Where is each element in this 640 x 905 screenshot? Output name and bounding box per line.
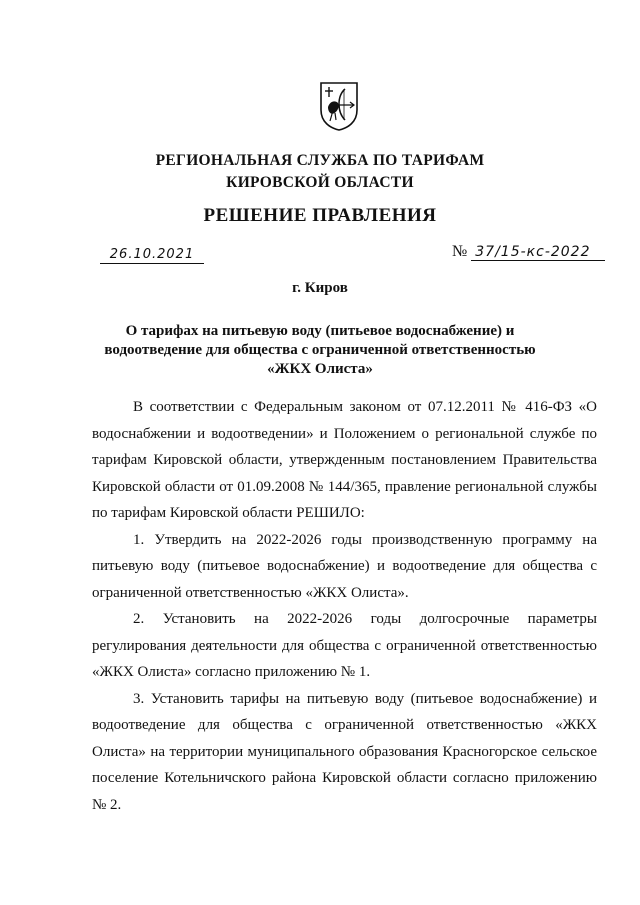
decision-body xyxy=(92,394,597,818)
coat-of-arms-icon xyxy=(318,80,360,132)
subject-line-2: водоотведение для общества с ограниченной ответственностью xyxy=(104,342,536,358)
decision-number-value: 37/15-кс-2022 xyxy=(471,244,605,261)
intro-paragraph: В соответствии с Федеральным законом от 07.12.2011 № 416-ФЗ «О водоснабжении и водоотведении» и Положением о региональной службе по тарифам Кировской области, утвержденным постановлением Правительства Кировской области от 01.09.2008 № 144/365, правление региональной службы по тарифам Кировской области РЕШИЛО: xyxy=(92,399,597,521)
decision-number xyxy=(452,243,605,261)
item-3-paragraph: 3. Установить тарифы на питьевую воду (питьевое водоснабжение) и водоотведение для общества с ограниченной ответственностью «ЖКХ Олиста» на территории муниципального образования Красногорское сельское поселение Котельничского района Кировской области согласно приложению № 2. xyxy=(92,690,597,813)
organization-line-1: РЕГИОНАЛЬНАЯ СЛУЖБА ПО ТАРИФАМ xyxy=(155,152,485,169)
item-1-paragraph: 1. Утвердить на 2022-2026 годы производственную программу на питьевую воду (питьевое водоснабжение) и водоотведение для общества с ограниченной ответственностью «ЖКХ Олиста». xyxy=(92,531,597,601)
subject-line-1: О тарифах на питьевую воду (питьевое водоснабжение) и xyxy=(125,323,515,339)
organization-line-2: КИРОВСКОЙ ОБЛАСТИ xyxy=(226,174,414,191)
number-sign: № xyxy=(452,243,468,260)
decision-subject xyxy=(0,322,640,379)
decision-date: 26.10.2021 xyxy=(100,247,204,264)
document-title: РЕШЕНИЕ ПРАВЛЕНИЯ xyxy=(203,205,437,226)
organization-name xyxy=(0,150,640,194)
subject-line-3: «ЖКХ Олиста» xyxy=(267,361,373,377)
item-2-paragraph: 2. Установить на 2022-2026 годы долгосрочные параметры регулирования деятельности для общества с ограниченной ответственностью «ЖКХ Олиста» согласно приложению № 1. xyxy=(92,611,597,680)
city: г. Киров xyxy=(292,280,348,296)
